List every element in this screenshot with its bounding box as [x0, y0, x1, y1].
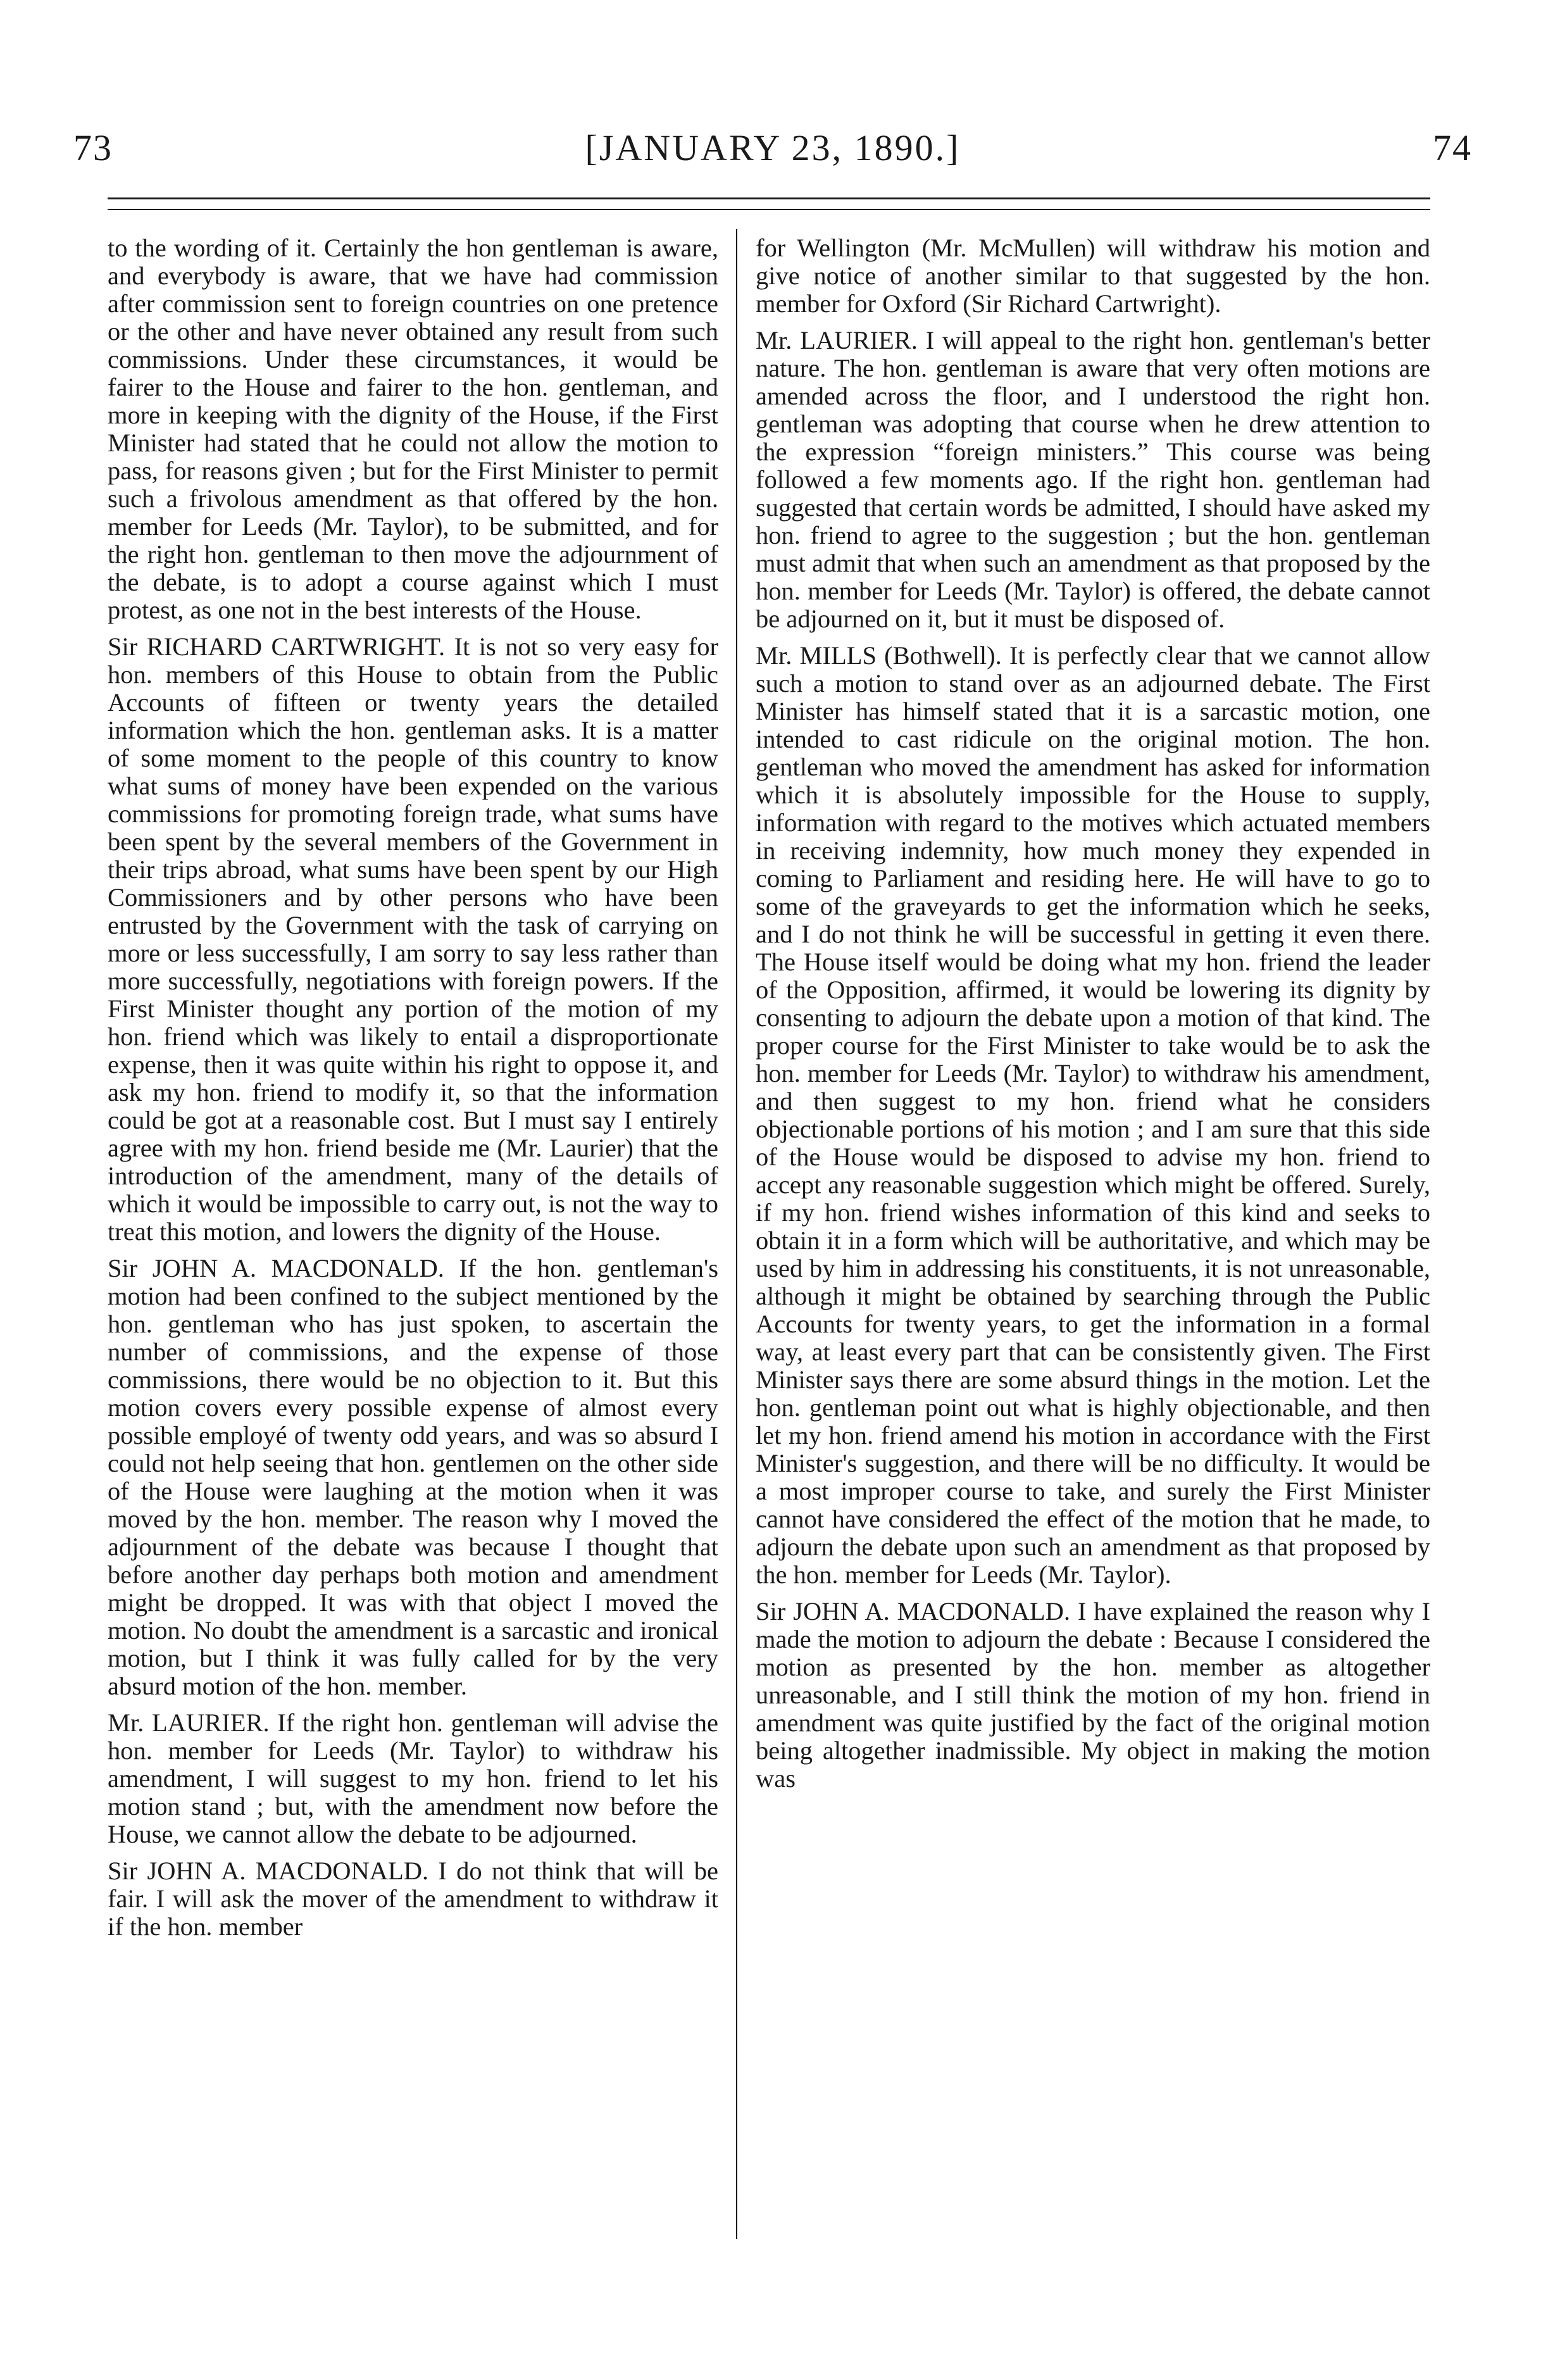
- speech-paragraph: [756, 1598, 1430, 1793]
- speaker-name: Sir JOHN A. MACDONALD.: [756, 1597, 1070, 1625]
- speech-text: for Wellington (Mr. McMullen) will withdraw his motion and give notice of another similar to that suggested by the hon. member for Oxford (Sir Richard Cartwright).: [756, 234, 1430, 318]
- speech-paragraph: [108, 1255, 718, 1700]
- speech-text: I have explained the reason why I made the motion to adjourn the debate : Because I considered the motion as presented by the hon. member as altogether unreasonable, and I still think the motion of my hon. friend in amendment was quite justified by the fact of the original motion being altogether inadmissible. My object in making the motion was: [756, 1597, 1430, 1793]
- speech-paragraph: [756, 234, 1430, 318]
- speech-paragraph: [108, 1709, 718, 1848]
- header-rule-bottom: [108, 209, 1430, 210]
- speech-text: It is not so very easy for hon. members of this House to obtain from the Public Accounts of fifteen or twenty years the detailed information which the hon. gentleman asks. It is a matter of some moment to the people of this country to know what sums of money have been expended on the various commissions for promoting foreign trade, what sums have been spent by the several members of the Government in their trips abroad, what sums have been spent by our High Commissioners and by other persons who have been entrusted by the Government with the task of carrying on more or less successfully, I am sorry to say less rather than more successfully, negotiations with foreign powers. If the First Minister thought any portion of the motion of my hon. friend which was likely to entail a disproportionate expense, then it was quite within his right to oppose it, and ask my hon. friend to modify it, so that the information could be got at a reasonable cost. But I must say I entirely agree with my hon. friend beside me (Mr. Laurier) that the introduction of the amendment, many of the details of which it would be impossible to carry out, is not the way to treat this motion, and lowers the dignity of the House.: [108, 632, 718, 1246]
- speaker-name: Sir RICHARD CARTWRIGHT.: [108, 632, 446, 661]
- right-column: [756, 234, 1430, 2247]
- speech-text: to the wording of it. Certainly the hon gentleman is aware, and everybody is aware, that we have had commission after commission sent to foreign countries on one pretence or the other and have never obtained any result from such commissions. Under these circumstances, it would be fairer to the House and fairer to the hon. gentleman, and more in keeping with the dignity of the House, if the First Minister had stated that he could not allow the motion to pass, for reasons given ; but for the First Minister to permit such a frivolous amendment as that offered by the hon. member for Leeds (Mr. Taylor), to be submitted, and for the right hon. gentleman to then move the adjournment of the debate, is to adopt a course against which I must protest, as one not in the best interests of the House.: [108, 234, 718, 624]
- page-header: [73, 127, 1472, 190]
- speaker-name: Mr. LAURIER.: [756, 326, 918, 354]
- left-column: [108, 234, 718, 2247]
- right-page-number: 74: [1433, 127, 1472, 168]
- speech-paragraph: [756, 327, 1430, 633]
- speech-text: If the hon. gentleman's motion had been confined to the subject mentioned by the hon. gentleman who has just spoken, to ascertain the number of commissions, and the expense of those commissions, there would be no objection to it. But this motion covers every possible expense of almost every possible employé of twenty odd years, and was so absurd I could not help seeing that hon. gentlemen on the other side of the House were laughing at the motion when it was moved by the hon. member. The reason why I moved the adjournment of the debate was because I thought that before another day perhaps both motion and amendment might be dropped. It was with that object I moved the motion. No doubt the amendment is a sarcastic and ironical motion, but I think it was fully called for by the very absurd motion of the hon. member.: [108, 1254, 718, 1700]
- speaker-name: Sir JOHN A. MACDONALD.: [108, 1857, 429, 1885]
- column-divider: [736, 229, 737, 2239]
- speech-text: It is perfectly clear that we cannot allow such a motion to stand over as an adjourned debate. The First Minister has himself stated that it is a sarcastic motion, one intended to cast ridicule on the original motion. The hon. gentleman who moved the amendment has asked for information which it is absolutely impossible for the House to supply, information with regard to the motives which actuated members in receiving indemnity, how much money they expended in coming to Parliament and residing here. He will have to go to some of the graveyards to get the information which he seeks, and I do not think he will be successful in getting it even there. The House itself would be doing what my hon. friend the leader of the Opposition, affirmed, it would be lowering its dignity by consenting to adjourn the debate upon a motion of that kind. The proper course for the First Minister to take would be to ask the hon. member for Leeds (Mr. Taylor) to withdraw his amendment, and then suggest to my hon. friend what he considers objectionable portions of his motion ; and I am sure that this side of the House would be disposed to advise my hon. friend to accept any reasonable suggestion which might be offered. Surely, if my hon. friend wishes information of this kind and seeks to obtain it in a form which will be authoritative, and which may be used by him in addressing his constituents, it is not unreasonable, although it might be obtained by searching through the Public Accounts for twenty years, to get the information in a formal way, at least every part that can be consistently given. The First Minister says there are some absurd things in the motion. Let the hon. gentleman point out what is highly objectionable, and then let my hon. friend amend his motion in accordance with the First Minister's suggestion, and there will be no difficulty. It would be a most improper course to take, and surely the First Minister cannot have considered the effect of the motion that he made, to adjourn the debate upon such an amendment as that proposed by the hon. member for Leeds (Mr. Taylor).: [756, 641, 1430, 1589]
- speech-text: I will appeal to the right hon. gentleman's better nature. The hon. gentleman is aware that very often motions are amended across the floor, and I understood the right hon. gentleman was adopting that course when he drew attention to the expression “foreign ministers.” This course was being followed a few moments ago. If the right hon. gentleman had suggested that certain words be admitted, I should have asked my hon. friend to agree to the suggestion ; but the hon. gentleman must admit that when such an amendment as that proposed by the hon. member for Leeds (Mr. Taylor) is offered, the debate cannot be adjourned on it, but it must be disposed of.: [756, 326, 1430, 633]
- speaker-name: Mr. MILLS (Bothwell).: [756, 641, 1002, 670]
- speech-text: If the right hon. gentleman will advise the hon. member for Leeds (Mr. Taylor) to withdraw his amendment, I will suggest to my hon. friend to let his motion stand ; but, with the amendment now before the House, we cannot allow the debate to be adjourned.: [108, 1708, 718, 1848]
- speaker-name: Mr. LAURIER.: [108, 1708, 270, 1737]
- header-date: [JANUARY 23, 1890.]: [585, 127, 961, 168]
- speech-paragraph: [756, 642, 1430, 1589]
- speech-text: I do not think that will be fair. I will ask the mover of the amendment to withdraw it if the hon. member: [108, 1857, 718, 1941]
- left-page-number: 73: [73, 127, 113, 168]
- speech-paragraph: [108, 1857, 718, 1941]
- speech-paragraph: [108, 234, 718, 624]
- speech-paragraph: [108, 633, 718, 1246]
- speaker-name: Sir JOHN A. MACDONALD.: [108, 1254, 444, 1282]
- header-rule-top: [108, 197, 1430, 199]
